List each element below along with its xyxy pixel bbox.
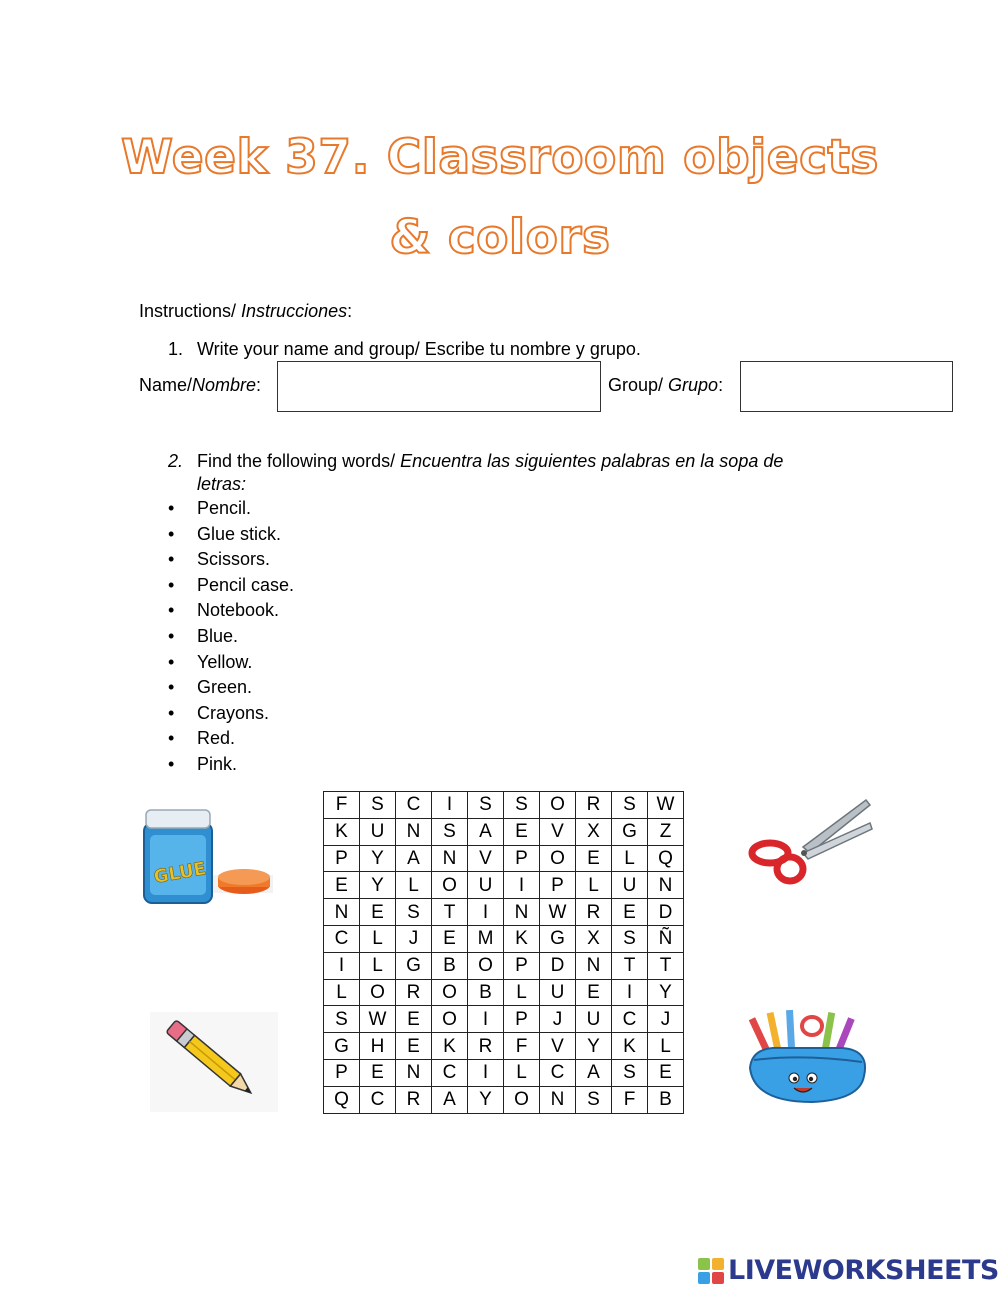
grid-cell[interactable]: Ñ xyxy=(648,925,684,952)
grid-cell[interactable]: V xyxy=(468,845,504,872)
bullet: • xyxy=(168,677,175,698)
grid-cell[interactable]: I xyxy=(468,1059,504,1086)
instructions-heading xyxy=(139,300,352,322)
grid-cell[interactable]: Q xyxy=(324,1086,360,1113)
grid-cell[interactable]: I xyxy=(504,872,540,899)
bullet: • xyxy=(168,702,175,723)
grid-cell[interactable]: E xyxy=(396,1006,432,1033)
grid-row xyxy=(324,792,684,819)
grid-cell[interactable]: E xyxy=(612,899,648,926)
grid-cell[interactable]: R xyxy=(576,792,612,819)
grid-cell[interactable]: N xyxy=(576,952,612,979)
grid-cell[interactable]: E xyxy=(324,872,360,899)
grid-cell[interactable]: T xyxy=(648,952,684,979)
grid-cell[interactable]: K xyxy=(324,818,360,845)
grid-cell[interactable]: E xyxy=(432,925,468,952)
grid-cell[interactable]: L xyxy=(648,1033,684,1060)
grid-cell[interactable]: C xyxy=(540,1059,576,1086)
word-text: Notebook. xyxy=(197,600,280,621)
word-text: Pencil case. xyxy=(197,574,295,595)
grid-cell[interactable]: P xyxy=(324,1059,360,1086)
grid-cell[interactable]: L xyxy=(504,979,540,1006)
grid-cell[interactable]: O xyxy=(540,845,576,872)
step-1-number: 1. xyxy=(168,339,184,359)
grid-cell[interactable]: C xyxy=(360,1086,396,1113)
grid-cell[interactable]: N xyxy=(648,872,684,899)
grid-cell[interactable]: R xyxy=(576,899,612,926)
grid-cell[interactable]: X xyxy=(576,925,612,952)
grid-cell[interactable]: U xyxy=(576,1006,612,1033)
step-2-num: 2. xyxy=(168,451,184,471)
grid-cell[interactable]: A xyxy=(468,818,504,845)
grid-cell[interactable]: N xyxy=(540,1086,576,1113)
grid-row xyxy=(324,899,684,926)
grid-cell[interactable]: V xyxy=(540,818,576,845)
step-2-text-es: Encuentra las siguientes palabras en la sopa de xyxy=(400,451,784,471)
grid-row xyxy=(324,1086,684,1113)
grid-cell[interactable]: N xyxy=(396,818,432,845)
grid-cell[interactable]: E xyxy=(396,1033,432,1060)
glue-label: GLUE xyxy=(152,858,208,889)
group-label-es: Grupo xyxy=(668,375,719,395)
grid-cell[interactable]: C xyxy=(396,792,432,819)
step-2-number xyxy=(168,450,183,472)
grid-cell[interactable]: S xyxy=(360,792,396,819)
grid-cell[interactable]: N xyxy=(396,1059,432,1086)
grid-cell[interactable]: L xyxy=(612,845,648,872)
word-text: Glue stick. xyxy=(197,523,282,544)
grid-cell[interactable]: E xyxy=(504,818,540,845)
pencil-case-icon xyxy=(742,1008,872,1108)
word-text: Red. xyxy=(197,728,236,749)
grid-cell[interactable]: A xyxy=(396,845,432,872)
grid-cell[interactable]: L xyxy=(360,952,396,979)
grid-cell[interactable]: S xyxy=(432,818,468,845)
grid-cell[interactable]: N xyxy=(504,899,540,926)
bullet: • xyxy=(168,574,175,595)
grid-cell[interactable]: A xyxy=(432,1086,468,1113)
grid-cell[interactable]: G xyxy=(396,952,432,979)
word-list-item xyxy=(168,599,294,625)
grid-cell[interactable]: Y xyxy=(360,872,396,899)
grid-row xyxy=(324,845,684,872)
grid-cell[interactable]: P xyxy=(504,1006,540,1033)
grid-cell[interactable]: N xyxy=(324,899,360,926)
grid-cell[interactable]: F xyxy=(612,1086,648,1113)
grid-cell[interactable]: Y xyxy=(648,979,684,1006)
liveworksheets-logo-icon xyxy=(698,1258,724,1284)
grid-cell[interactable]: B xyxy=(648,1086,684,1113)
grid-cell[interactable]: O xyxy=(540,792,576,819)
grid-cell[interactable]: Z xyxy=(648,818,684,845)
grid-cell[interactable]: W xyxy=(540,899,576,926)
group-label xyxy=(608,374,723,396)
grid-cell[interactable]: J xyxy=(648,1006,684,1033)
grid-cell[interactable]: M xyxy=(468,925,504,952)
bullet: • xyxy=(168,600,175,621)
grid-cell[interactable]: U xyxy=(468,872,504,899)
bullet: • xyxy=(168,498,175,518)
grid-cell[interactable]: V xyxy=(540,1033,576,1060)
grid-cell[interactable]: O xyxy=(432,979,468,1006)
step-2-text-es-2: letras: xyxy=(197,474,247,494)
grid-cell[interactable]: D xyxy=(540,952,576,979)
grid-cell[interactable]: G xyxy=(612,818,648,845)
grid-cell[interactable]: Q xyxy=(648,845,684,872)
word-search-grid xyxy=(323,791,684,1114)
grid-cell[interactable]: H xyxy=(360,1033,396,1060)
grid-cell[interactable]: K xyxy=(612,1033,648,1060)
name-input-box[interactable] xyxy=(277,361,601,412)
grid-cell[interactable]: S xyxy=(576,1086,612,1113)
grid-cell[interactable]: Y xyxy=(468,1086,504,1113)
name-label xyxy=(139,374,261,396)
grid-cell[interactable]: C xyxy=(432,1059,468,1086)
grid-cell[interactable]: L xyxy=(396,872,432,899)
footer-logo[interactable] xyxy=(698,1255,999,1286)
grid-cell[interactable]: P xyxy=(504,952,540,979)
grid-row xyxy=(324,1059,684,1086)
grid-cell[interactable]: O xyxy=(468,952,504,979)
grid-cell[interactable]: S xyxy=(468,792,504,819)
group-input-box[interactable] xyxy=(740,361,953,412)
word-text: Green. xyxy=(197,677,253,698)
grid-cell[interactable]: S xyxy=(324,1006,360,1033)
grid-cell[interactable]: O xyxy=(432,872,468,899)
word-list-item xyxy=(168,702,294,728)
grid-cell[interactable]: S xyxy=(612,925,648,952)
word-text: Pink. xyxy=(197,753,238,774)
grid-cell[interactable]: I xyxy=(324,952,360,979)
instructions-colon: : xyxy=(347,301,353,321)
word-text: Blue. xyxy=(197,625,239,646)
grid-cell[interactable]: U xyxy=(612,872,648,899)
grid-cell[interactable]: Y xyxy=(360,845,396,872)
scissors-icon xyxy=(748,795,873,890)
group-label-en: Group/ xyxy=(608,375,669,395)
grid-cell[interactable]: O xyxy=(504,1086,540,1113)
word-text: Crayons. xyxy=(197,702,270,723)
grid-cell[interactable]: E xyxy=(576,845,612,872)
grid-cell[interactable]: I xyxy=(612,979,648,1006)
grid-cell[interactable]: S xyxy=(396,899,432,926)
grid-cell[interactable]: U xyxy=(540,979,576,1006)
grid-cell[interactable]: K xyxy=(432,1033,468,1060)
grid-cell[interactable]: P xyxy=(504,845,540,872)
title-line-2: & colors xyxy=(389,210,611,265)
grid-cell[interactable]: F xyxy=(504,1033,540,1060)
word-list-item xyxy=(168,651,294,677)
bullet: • xyxy=(168,625,175,646)
word-list-item xyxy=(168,676,294,702)
grid-row xyxy=(324,952,684,979)
word-list-item xyxy=(168,523,294,549)
name-label-es: Nombre xyxy=(192,375,257,395)
glue-stick-icon xyxy=(138,805,278,910)
title-line-1: Week 37. Classroom objects xyxy=(121,130,879,185)
grid-row xyxy=(324,818,684,845)
grid-row xyxy=(324,1006,684,1033)
word-list-item xyxy=(168,727,294,753)
word-text: Pencil. xyxy=(197,498,252,518)
word-list-item xyxy=(168,753,294,779)
grid-cell[interactable]: S xyxy=(612,1059,648,1086)
grid-cell[interactable]: K xyxy=(504,925,540,952)
grid-cell[interactable]: L xyxy=(576,872,612,899)
word-list-item xyxy=(168,625,294,651)
grid-cell[interactable]: O xyxy=(360,979,396,1006)
grid-row xyxy=(324,1033,684,1060)
step-1-text: Write your name and group/ Escribe tu nombre y grupo. xyxy=(197,339,641,359)
grid-cell[interactable]: L xyxy=(360,925,396,952)
word-list-item xyxy=(168,497,294,523)
step-2-text xyxy=(197,450,783,472)
grid-cell[interactable]: C xyxy=(612,1006,648,1033)
grid-cell[interactable]: B xyxy=(432,952,468,979)
grid-cell[interactable]: I xyxy=(468,1006,504,1033)
step-2-text-cont xyxy=(197,473,246,495)
word-list-item xyxy=(168,574,294,600)
word-list xyxy=(168,497,294,779)
grid-cell[interactable]: P xyxy=(324,845,360,872)
grid-cell[interactable]: E xyxy=(360,899,396,926)
grid-cell[interactable]: W xyxy=(360,1006,396,1033)
grid-cell[interactable]: A xyxy=(576,1059,612,1086)
grid-cell[interactable]: R xyxy=(468,1033,504,1060)
grid-cell[interactable]: I xyxy=(468,899,504,926)
name-colon: : xyxy=(256,375,262,395)
grid-cell[interactable]: G xyxy=(324,1033,360,1060)
grid-cell[interactable]: T xyxy=(612,952,648,979)
grid-cell[interactable]: J xyxy=(396,925,432,952)
word-list-item xyxy=(168,548,294,574)
group-colon: : xyxy=(718,375,724,395)
grid-cell[interactable]: P xyxy=(540,872,576,899)
grid-cell[interactable]: T xyxy=(432,899,468,926)
grid-row xyxy=(324,925,684,952)
grid-cell[interactable]: E xyxy=(576,979,612,1006)
grid-cell[interactable]: U xyxy=(360,818,396,845)
grid-cell[interactable]: L xyxy=(504,1059,540,1086)
grid-cell[interactable]: E xyxy=(648,1059,684,1086)
grid-cell[interactable]: E xyxy=(360,1059,396,1086)
grid-cell[interactable]: J xyxy=(540,1006,576,1033)
grid-cell[interactable]: G xyxy=(540,925,576,952)
bullet: • xyxy=(168,549,175,570)
grid-cell[interactable]: W xyxy=(648,792,684,819)
brand-name: LIVEWORKSHEETS xyxy=(728,1255,999,1286)
grid-cell[interactable]: L xyxy=(324,979,360,1006)
grid-row xyxy=(324,872,684,899)
grid-row xyxy=(324,979,684,1006)
grid-cell[interactable]: F xyxy=(324,792,360,819)
grid-cell[interactable]: O xyxy=(432,1006,468,1033)
bullet: • xyxy=(168,651,175,672)
bullet: • xyxy=(168,753,175,774)
grid-cell[interactable]: I xyxy=(432,792,468,819)
word-text: Yellow. xyxy=(197,651,253,672)
bullet: • xyxy=(168,523,175,544)
grid-cell[interactable]: N xyxy=(432,845,468,872)
instructions-label: Instructions/ xyxy=(139,301,242,321)
instructions-label-es: Instrucciones xyxy=(241,301,348,321)
grid-cell[interactable]: D xyxy=(648,899,684,926)
step-2-text-en: Find the following words/ xyxy=(197,451,401,471)
grid-cell[interactable]: R xyxy=(396,979,432,1006)
pencil-icon xyxy=(150,1012,278,1112)
grid-cell[interactable]: S xyxy=(612,792,648,819)
bullet: • xyxy=(168,728,175,749)
grid-cell[interactable]: S xyxy=(504,792,540,819)
grid-cell[interactable]: R xyxy=(396,1086,432,1113)
grid-cell[interactable]: B xyxy=(468,979,504,1006)
name-label-en: Name/ xyxy=(139,375,193,395)
word-text: Scissors. xyxy=(197,549,271,570)
grid-cell[interactable]: Y xyxy=(576,1033,612,1060)
grid-cell[interactable]: X xyxy=(576,818,612,845)
grid-cell[interactable]: C xyxy=(324,925,360,952)
